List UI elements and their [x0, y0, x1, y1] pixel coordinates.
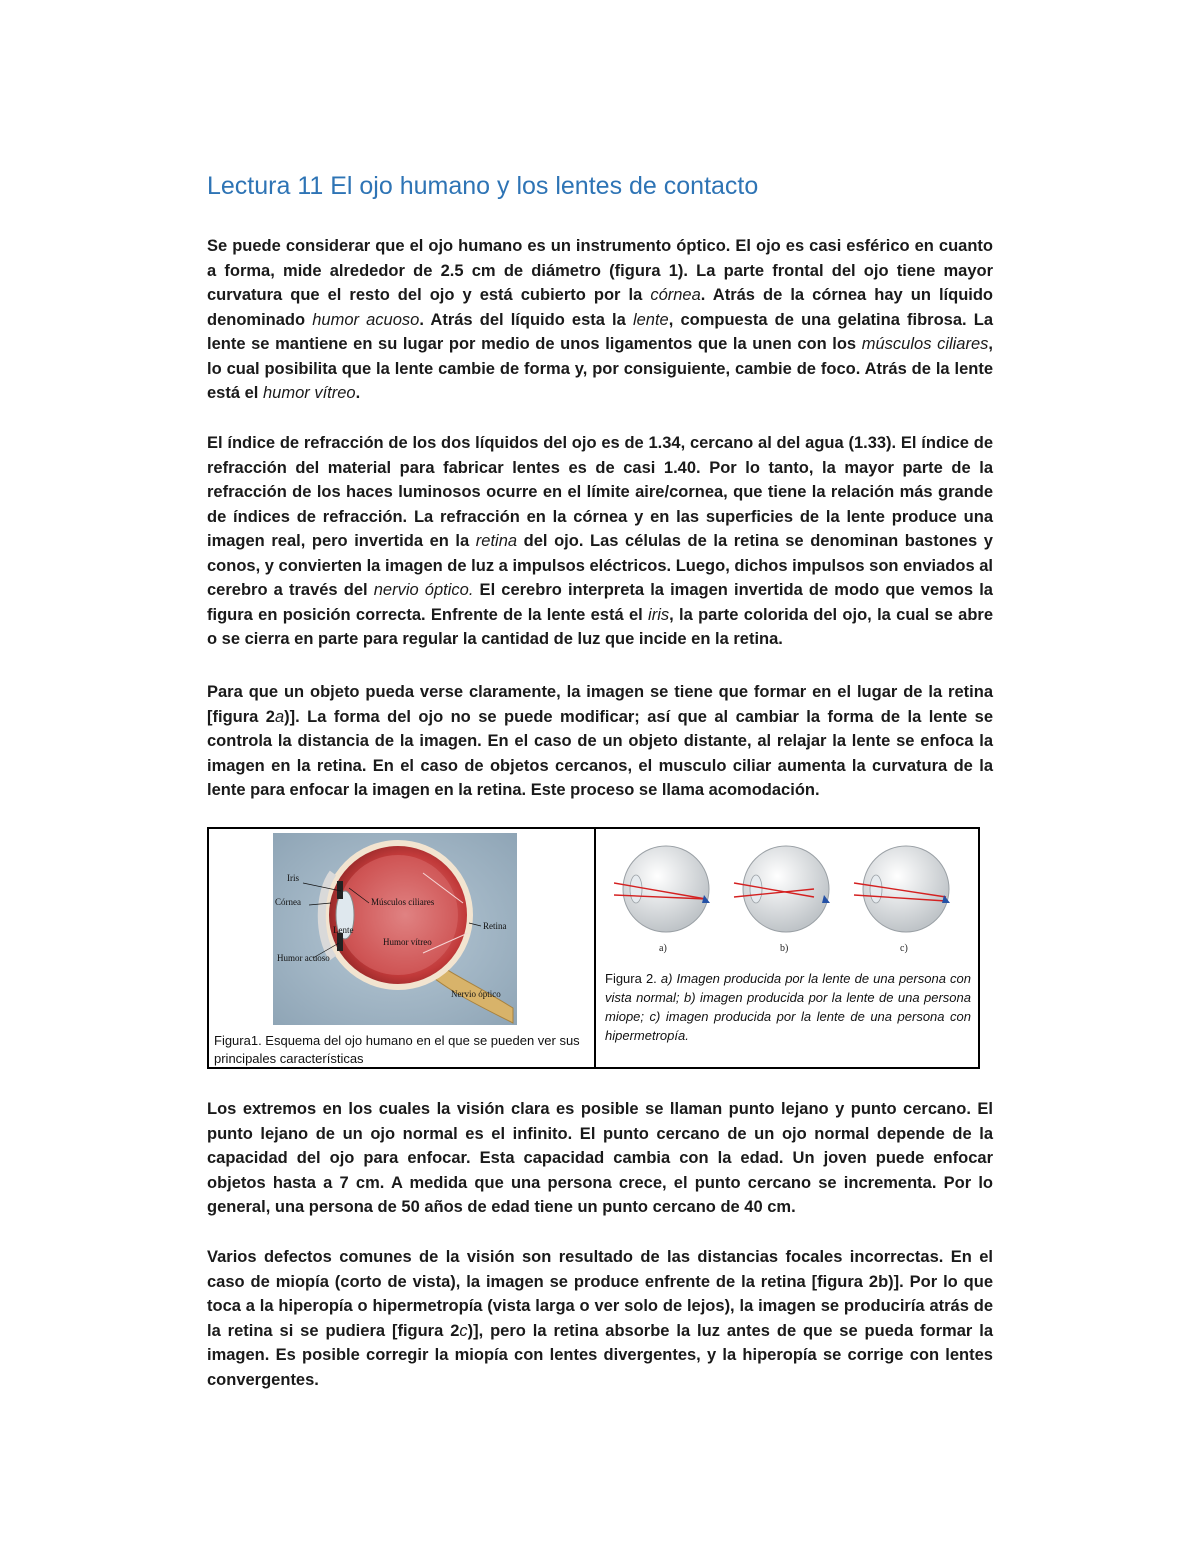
label-retina: Retina	[483, 921, 507, 931]
label-iris: Iris	[287, 873, 299, 883]
label-humor-acuoso: Humor acuoso	[277, 953, 330, 963]
lens-diagrams-image	[614, 839, 969, 959]
label-b: b)	[780, 943, 789, 954]
label-lente: Lente	[333, 925, 354, 935]
label-c: c)	[900, 943, 908, 954]
label-humor-vitreo: Humor vítreo	[383, 937, 432, 947]
table-divider	[594, 829, 596, 1067]
figure2-caption: Figura 2. a) Imagen producida por la lente de una persona con vista normal; b) imagen producida por la lente de una persona miope; c) imagen producida por la lente de una persona con hipermetropía.	[605, 971, 971, 1043]
eye-normal-diagram	[614, 846, 710, 954]
paragraph-accommodation: Para que un objeto pueda verse claramente, la imagen se tiene que formar en el lugar de la retina [figura 2a)]. La forma del ojo no se puede modificar; así que al cambiar la forma de la lente se controla la distancia de la imagen. En el caso de un objeto distante, al relajar la lente se enfoca la imagen en la retina. En el caso de objetos cercanos, el musculo ciliar aumenta la curvatura de la lente para enfocar la imagen en la retina. Este proceso se llama acomodación.	[207, 683, 993, 799]
figure1-caption: Figura1. Esquema del ojo humano en el que se pueden ver sus principales características	[214, 1033, 580, 1066]
paragraph-near-far-point: Los extremos en los cuales la visión clara es posible se llaman punto lejano y punto cercano. El punto lejano de un ojo normal es el infinito. El punto cercano de un ojo normal depende de la capacidad del ojo para enfocar. Esta capacidad cambia con la edad. Un joven puede enfocar objetos hasta a 7 cm. A medida que una persona crece, el punto cercano se incrementa. Por lo general, una persona de 50 años de edad tiene un punto cercano de 40 cm.	[207, 1100, 993, 1216]
figure-table	[207, 827, 980, 1069]
label-cornea: Córnea	[275, 897, 301, 907]
page-title: Lectura 11 El ojo humano y los lentes de contacto	[207, 171, 759, 200]
eye-hyperopia-diagram	[854, 846, 950, 954]
paragraph-refraction: El índice de refracción de los dos líquidos del ojo es de 1.34, cercano al del agua (1.33). El índice de refracción del material para fabricar lentes es de casi 1.40. Por lo tanto, la mayor parte de la refracción de los haces luminosos ocurre en el límite aire/cornea, que tiene la relación más grande de índices de refracción. La refracción en la córnea y en las superficies de la lente produce una imagen real, pero invertida en la retina del ojo. Las células de la retina se denominan bastones y conos, y convierten la imagen de luz a impulsos eléctricos. Luego, dichos impulsos son enviados al cerebro a través del nervio óptico. El cerebro interpreta la imagen invertida de modo que vemos la figura en posición correcta. Enfrente de la lente está el iris, la parte colorida del ojo, la cual se abre o se cierra en parte para regular la cantidad de luz que incide en la retina.	[207, 434, 993, 648]
label-nervio: Nervio óptico	[451, 989, 501, 999]
label-a: a)	[659, 943, 667, 954]
eye-myopia-diagram	[734, 846, 830, 954]
eye-diagram-image	[273, 833, 517, 1025]
paragraph-vision-defects: Varios defectos comunes de la visión son resultado de las distancias focales incorrectas. En el caso de miopía (corto de vista), la imagen se produce enfrente de la retina [figura 2b)]. Por lo que toca a la hiperopía o hipermetropía (vista larga o ver solo de lejos), la imagen se produciría atrás de la retina si se pudiera [figura 2c)], pero la retina absorbe la luz antes de que se pueda formar la imagen. Es posible corregir la miopía con lentes divergentes, y la hiperopía se corrige con lentes convergentes.	[207, 1248, 993, 1389]
paragraph-eye-structure: Se puede considerar que el ojo humano es un instrumento óptico. El ojo es casi esférico en cuanto a forma, mide alrededor de 2.5 cm de diámetro (figura 1). La parte frontal del ojo tiene mayor curvatura que el resto del ojo y está cubierto por la córnea. Atrás de la córnea hay un líquido denominado humor acuoso. Atrás del líquido esta la lente, compuesta de una gelatina fibrosa. La lente se mantiene en su lugar por medio de unos ligamentos que la unen con los músculos ciliares, lo cual posibilita que la lente cambie de forma y, por consiguiente, cambie de foco. Atrás de la lente está el humor vítreo.	[207, 237, 994, 402]
label-musculos: Músculos ciliares	[371, 897, 435, 907]
